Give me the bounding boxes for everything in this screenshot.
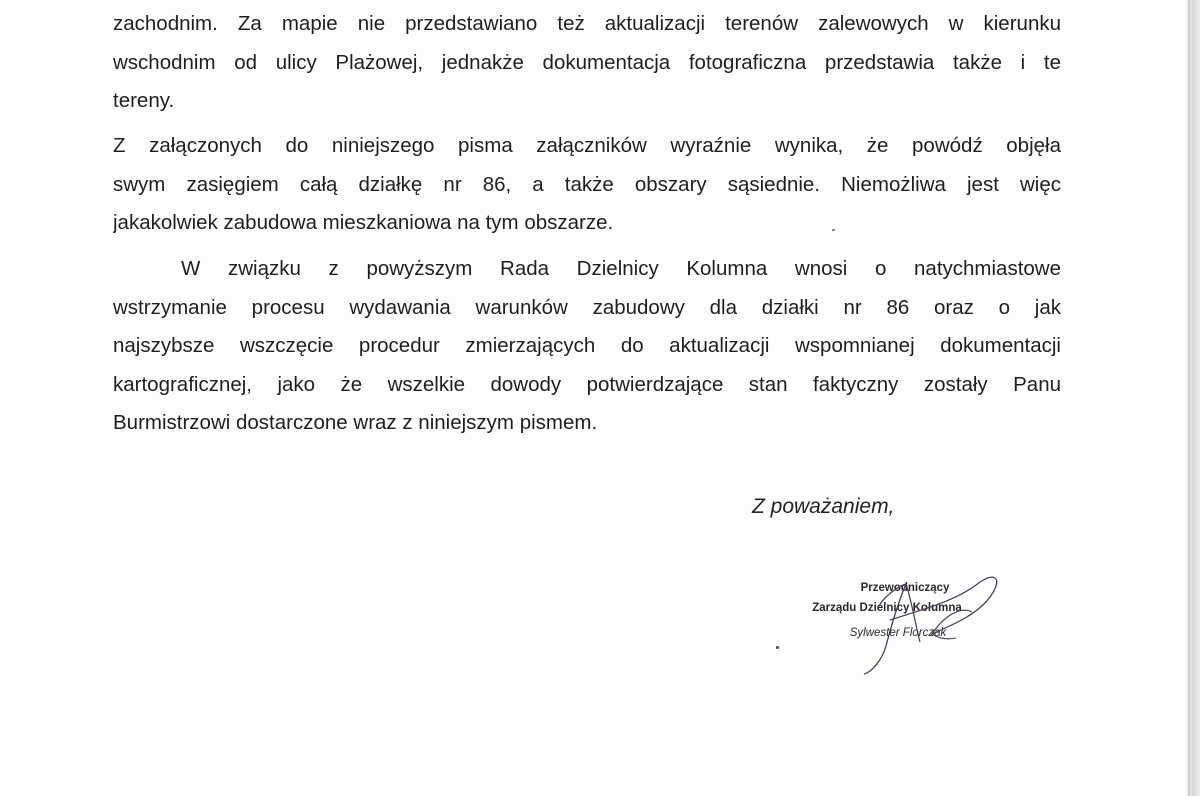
paragraph-3 [113,250,1061,443]
paragraph-1 [113,5,1061,121]
paragraph-2 [113,127,1061,243]
paragraph-2-line-1: Z załączonych do niniejszego pisma załączników wyraźnie wynika, że powódź objęła [113,134,1061,157]
paragraph-3-line-1: W związku z powyższym Rada Dzielnicy Kolumna wnosi o natychmiastowe [181,257,1061,280]
stamp-organization: Zarządu Dzielnicy Kolumna [812,602,962,614]
scan-edge-line [1188,0,1190,796]
paragraph-3-line-3: najszybsze wszczęcie procedur zmierzających do aktualizacji wspomnianej dokumentacji [113,334,1061,358]
paragraph-3-line-4: kartograficznej, jako że wszelkie dowody potwierdzające stan faktyczny zostały Panu [113,372,1061,396]
paragraph-1-line-3: tereny. [113,89,175,113]
stamp-name: Sylwester Florczak [849,627,947,639]
paragraph-1-line-1: zachodnim. Za mapie nie przedstawiano też aktualizacji terenów zalewowych w kierunku [113,12,1061,35]
paragraph-1-line-2: wschodnim od ulicy Plażowej, jednakże dokumentacja fotograficzna przedstawia także i te [113,50,1061,74]
paragraph-2-line-2: swym zasięgiem całą działkę nr 86, a także obszary sąsiednie. Niemożliwa jest więc [113,172,1061,196]
paragraph-3-line-5: Burmistrzowi dostarczone wraz z niniejszym pismem. [113,411,598,435]
handwritten-signature [820,568,1020,680]
scan-speck [776,646,779,649]
stamp-role: Przewodniczący [860,582,950,594]
paragraph-3-line-2: wstrzymanie procesu wydawania warunków zabudowy dla działki nr 86 oraz o jak [113,295,1061,319]
paragraph-2-line-3: jakakolwiek zabudowa mieszkaniowa na tym obszarze. [113,211,614,235]
closing-salutation: Z poważaniem, [752,495,895,518]
scan-speck [832,229,835,231]
